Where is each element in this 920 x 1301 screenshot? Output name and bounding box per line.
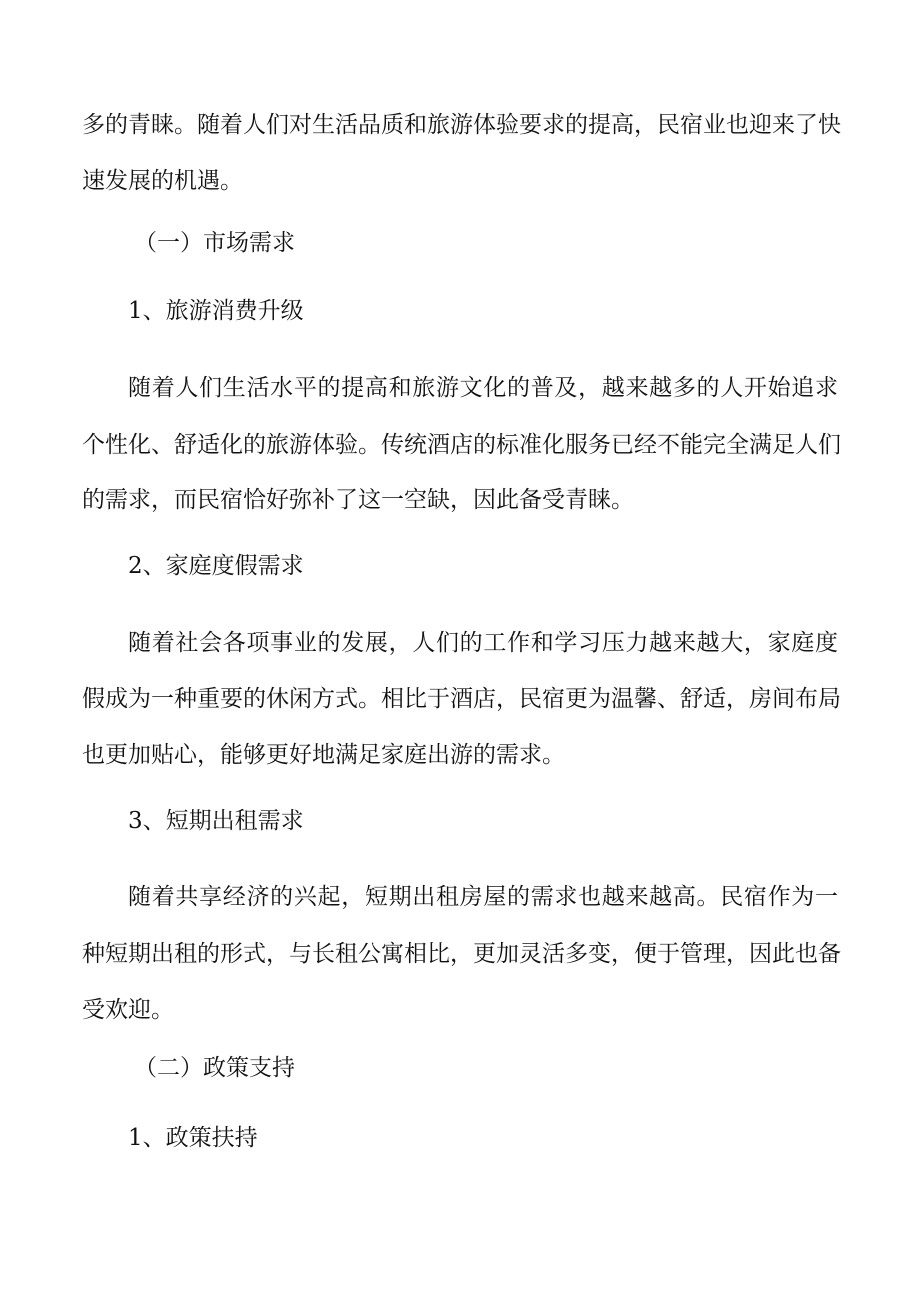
paragraph-3-line-2: 种短期出租的形式，与长租公寓相比，更加灵活多变，便于管理，因此也备 (82, 941, 841, 967)
paragraph-1-line-1: 随着人们生活水平的提高和旅游文化的普及，越来越多的人开始追求 (128, 375, 838, 401)
paragraph-2-line-2: 假成为一种重要的休闲方式。相比于酒店，民宿更为温馨、舒适，房间布局 (82, 686, 841, 712)
paragraph-1-line-2: 个性化、舒适化的旅游体验。传统酒店的标准化服务已经不能完全满足人们 (82, 432, 841, 458)
section-heading-policy-support: （二）政策支持 (134, 1055, 295, 1081)
paragraph-2-line-1: 随着社会各项事业的发展，人们的工作和学习压力越来越大，家庭度 (128, 630, 838, 656)
subheading-policy-assistance: 1、政策扶持 (128, 1125, 258, 1151)
paragraph-3-line-1: 随着共享经济的兴起，短期出租房屋的需求也越来越高。民宿作为一 (128, 884, 838, 910)
paragraph-2-line-3: 也更加贴心，能够更好地满足家庭出游的需求。 (82, 742, 565, 768)
intro-line-1: 多的青睐。随着人们对生活品质和旅游体验要求的提高，民宿业也迎来了快 (82, 112, 841, 138)
section-heading-market-demand: （一）市场需求 (134, 230, 295, 256)
subheading-tourism-consumption: 1、旅游消费升级 (128, 298, 304, 324)
paragraph-3-line-3: 受欢迎。 (82, 997, 174, 1023)
subheading-short-term-rental: 3、短期出租需求 (128, 808, 304, 834)
intro-line-2: 速发展的机遇。 (82, 168, 243, 194)
subheading-family-vacation: 2、家庭度假需求 (128, 553, 304, 579)
paragraph-1-line-3: 的需求，而民宿恰好弥补了这一空缺，因此备受青睐。 (82, 487, 634, 513)
